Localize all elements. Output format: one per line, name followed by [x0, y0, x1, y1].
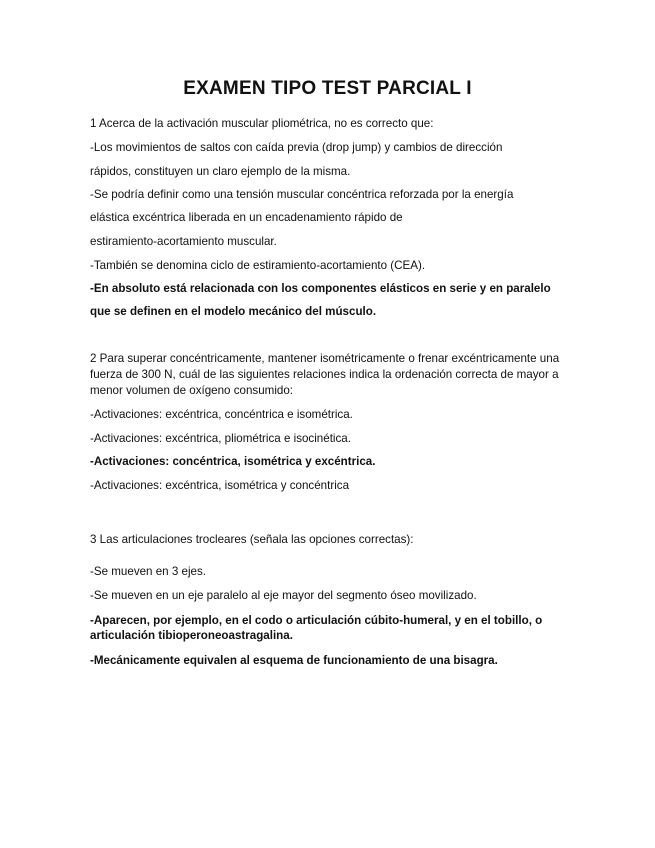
q3-option-3: -Aparecen, por ejemplo, en el codo o articulación cúbito-humeral, y en el tobillo, o articulación tibioperoneoastragalina. [90, 614, 543, 642]
q2-option-1: -Activaciones: excéntrica, concéntrica e isométrica. [90, 408, 353, 421]
q1-option-4-line-1: -En absoluto está relacionada con los componentes elásticos en serie y en paralelo [90, 282, 551, 295]
q3-option-4: -Mecánicamente equivalen al esquema de funcionamiento de una bisagra. [90, 654, 498, 667]
q1-option-1-line-2: rápidos, constituyen un claro ejemplo de la misma. [90, 165, 351, 178]
page-title: EXAMEN TIPO TEST PARCIAL I [183, 78, 472, 99]
question-2: 2 Para superar concéntricamente, mantener isométricamente o frenar excéntricamente una fuerza de 300 N, cuál de las siguientes relaciones indica la ordenación correcta de mayor a menor volumen de oxígeno consumido: [90, 352, 560, 397]
q2-option-3: -Activaciones: concéntrica, isométrica y excéntrica. [90, 455, 376, 468]
q3-option-1: -Se mueven en 3 ejes. [90, 565, 207, 578]
question-3: 3 Las articulaciones trocleares (señala las opciones correctas): [90, 533, 414, 546]
q1-option-2-line-2: elástica excéntrica liberada en un encadenamiento rápido de [90, 211, 403, 224]
q1-option-2-line-1: -Se podría definir como una tensión muscular concéntrica reforzada por la energía [90, 188, 514, 201]
q1-option-1-line-1: -Los movimientos de saltos con caída previa (drop jump) y cambios de dirección [90, 141, 503, 154]
q3-option-2: -Se mueven en un eje paralelo al eje mayor del segmento óseo movilizado. [90, 589, 477, 602]
q2-option-2: -Activaciones: excéntrica, pliométrica e isocinética. [90, 432, 351, 445]
question-1: 1 Acerca de la activación muscular pliométrica, no es correcto que: [90, 117, 434, 130]
q1-option-2-line-3: estiramiento-acortamiento muscular. [90, 235, 277, 248]
q1-option-3: -También se denomina ciclo de estiramiento-acortamiento (CEA). [90, 259, 426, 272]
q2-option-4: -Activaciones: excéntrica, isométrica y concéntrica [90, 479, 350, 492]
q1-option-4-line-2: que se definen en el modelo mecánico del músculo. [90, 305, 377, 318]
